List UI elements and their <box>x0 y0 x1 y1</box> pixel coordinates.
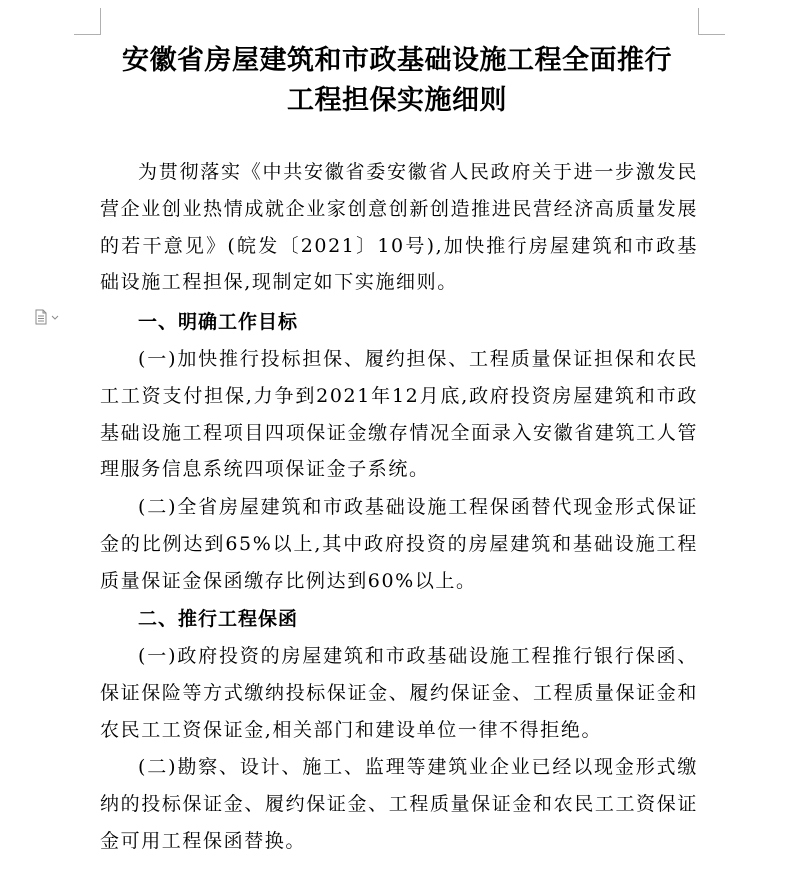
document-options-icon[interactable] <box>33 309 61 325</box>
document-title-line-1: 安徽省房屋建筑和市政基础设施工程全面推行 <box>122 45 672 76</box>
section-2-item-1: (一)政府投资的房屋建筑和市政基础设施工程推行银行保函、保证保险等方式缴纳投标保证金、履约保证金、工程质量保证金和农民工工资保证金,相关部门和建设单位一律不得拒绝。 <box>100 645 698 741</box>
crop-mark-top-right-vertical <box>698 8 699 34</box>
section-2-item-2: (二)勘察、设计、施工、监理等建筑业企业已经以现金形式缴纳的投标保证金、履约保证金、工程质量保证金和农民工工资保证金可用工程保函替换。 <box>100 756 698 852</box>
section-heading-1: 一、明确工作目标 <box>138 311 299 333</box>
section-1-item-1: (一)加快推行投标担保、履约担保、工程质量保证担保和农民工工资支付担保,力争到2021年12月底,政府投资房屋建筑和市政基础设施工程项目四项保证金缴存情况全面录入安徽省建筑工人管理服务信息系统四项保证金子系统。 <box>100 348 698 481</box>
crop-mark-top-left-vertical <box>100 8 101 34</box>
document-title-line-2: 工程担保实施细则 <box>287 85 507 116</box>
crop-mark-top-right-horizontal <box>698 34 725 35</box>
crop-mark-top-left-horizontal <box>74 34 101 35</box>
intro-paragraph: 为贯彻落实《中共安徽省委安徽省人民政府关于进一步激发民营企业创业热情成就企业家创意创新创造推进民营经济高质量发展的若干意见》(皖发〔2021〕10号),加快推行房屋建筑和市政基础设施工程担保,现制定如下实施细则。 <box>100 161 698 294</box>
section-1-item-2: (二)全省房屋建筑和市政基础设施工程保函替代现金形式保证金的比例达到65%以上,其中政府投资的房屋建筑和基础设施工程质量保证金保函缴存比例达到60%以上。 <box>100 496 698 592</box>
section-heading-2: 二、推行工程保函 <box>138 608 299 630</box>
